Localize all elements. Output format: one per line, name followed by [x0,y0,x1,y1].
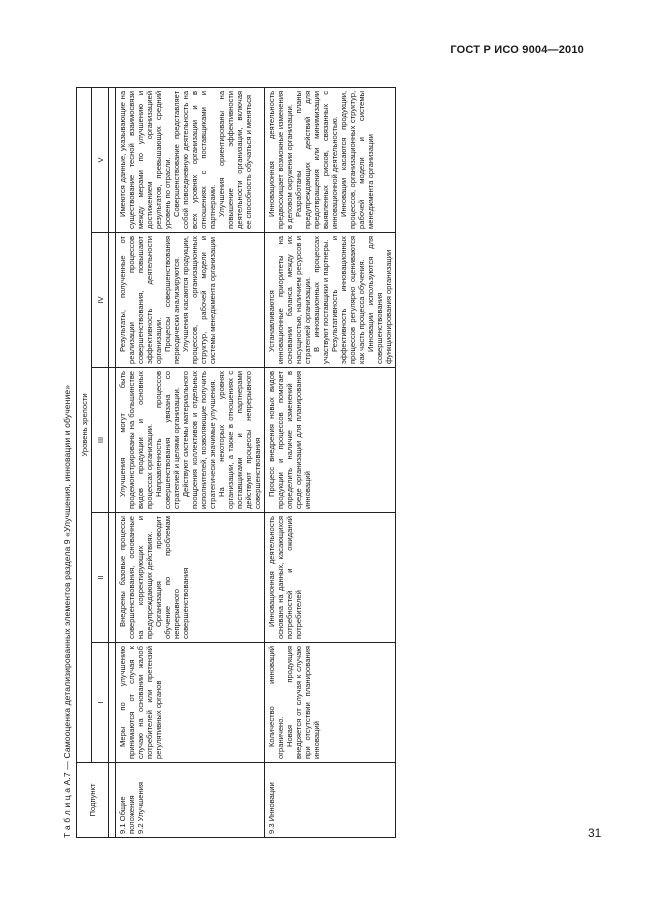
subclause-header: Подпункт [77,763,109,838]
level-cell: Инновационная деятельность предвосхищает возможные изменения в деловом окружении организации. Разработаны планы предупреждающих действий для предотвращения или минимизации выявленных рисков, связанных с инновационной деятельностью. Инновации касаются продукции, процессов, организационных структур, рабочей модели и системы менеджмента организации [265,87,396,232]
maturity-header: Уровень зрелости [77,87,92,762]
table-row [116,87,265,837]
level-cell: Имеются данные, указывающие на существование тесной взаимосвязи между мерами по улучшению и достижением организацией результатов, превышающих средний уровень по отрасли. Совершенствование представляет собой повседневную деятельность на всех уровнях организации и в отношениях с поставщиками и партнерами. Улучшения ориентированы на повышение эффективности деятельности организации, включая ее способность обучаться и меняться [116,87,265,232]
rotated-table-block [60,88,580,838]
level-cell: Инновационная деятельность основана на данных, касающихся потребностей и ожиданий потребителей [265,513,396,643]
level-cell: Количество инноваций ограничено. Новая продукция внедряется от случая к случаю при отсутствии планирования инноваций [265,643,396,763]
subclause-cell: 9.1 Общие положения 9.2 Улучшения [116,763,265,838]
table-row [265,87,396,837]
level-header: IV [92,233,109,368]
standard-header: ГОСТ Р ИСО 9004—2010 [450,44,584,56]
level-header: I [92,643,109,763]
level-cell: Результаты, полученные от реализации процессов совершенствования, повышают эффективность деятельности организации. Процессы совершенствования периодически анализируются. Улучшения касаются продукции, процессов, организационных структур, рабочей модели и системы менеджмента организации [116,233,265,368]
level-cell: Улучшения могут быть продемонстрированы на большинстве видов продукции и основных процессах организации. Направленность процессов совершенствования увязана со стратегией и целями организации. Действуют системы материального поощрения коллективов и отдельных исполнителей, позволяющие получить стратегически значимые улучшения. На некоторых уровнях организации, а также в отношениях с поставщиками и партнерами действуют процессы непрерывного совершенствования [116,368,265,513]
level-cell: Устанавливаются инновационные приоритеты на основании баланса между их насущностью, наличием ресурсов и стратегией организации. В инновационных процессах участвуют поставщики и партнеры. Результативность и эффективность инновационных процессов регулярно оцениваются как часть процесса обучения. Инновации используются для совершенствования функционирования организации [265,233,396,368]
level-cell: Процесс внедрения новых видов продукции и процессов помогает определить наличие изменений в среде организации для планирования инноваций [265,368,396,513]
level-header: II [92,513,109,643]
maturity-table [76,87,396,838]
level-header: V [92,87,109,232]
subclause-cell: 9.3 Инновации [265,763,396,838]
level-cell: Меры по улучшению принимаются от случая к случаю на основании жалоб потребителей или претензий регулятивных органов [116,643,265,763]
table-caption: Т а б л и ц а А.7 — Самооценка детализированных элементов раздела 9 «Улучшения, инновации и обучение» [62,384,72,838]
page-number: 31 [588,826,602,840]
level-cell: Внедрены базовые процессы совершенствования, основанные на корректирующих и предупреждающих действиях. Организация проводит обучение по проблемам непрерывного совершенствования [116,513,265,643]
level-header: III [92,368,109,513]
